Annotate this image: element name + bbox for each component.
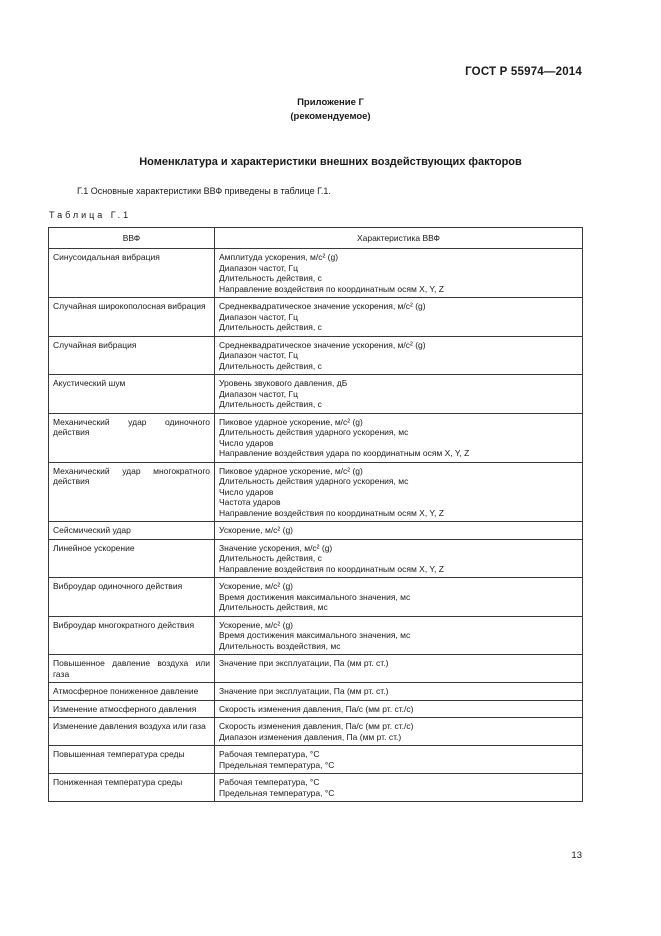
characteristic-line: Диапазон изменения давления, Па (мм рт. ст.) bbox=[219, 731, 402, 742]
table-row bbox=[49, 718, 583, 746]
factor-cell: Повышенное давление воздуха или газа bbox=[49, 655, 215, 683]
characteristic-line: Рабочая температура, °С bbox=[219, 777, 320, 787]
characteristic-line: Число ударов bbox=[219, 486, 274, 497]
characteristic-line: Длительность воздействия, мс bbox=[219, 640, 341, 651]
page-number: 13 bbox=[571, 850, 582, 861]
characteristics-cell bbox=[215, 578, 583, 617]
table-row bbox=[49, 746, 583, 774]
characteristic-line: Рабочая температура, °С bbox=[219, 749, 320, 759]
characteristic-line: Предельная температура, °С bbox=[219, 759, 335, 770]
characteristic-line: Длительность действия, с bbox=[219, 273, 322, 283]
factor-cell: Случайная вибрация bbox=[49, 336, 215, 375]
characteristics-cell bbox=[215, 718, 583, 746]
characteristic-line: Направление воздействия по координатным осям X, Y, Z bbox=[219, 283, 444, 294]
table-row bbox=[49, 336, 583, 375]
factor-cell: Случайная широкополосная вибрация bbox=[49, 298, 215, 337]
characteristic-line: Пиковое ударное ускорение, м/с² (g) bbox=[219, 465, 363, 476]
characteristics-cell bbox=[215, 616, 583, 655]
characteristic-line: Диапазон частот, Гц bbox=[219, 262, 298, 273]
factor-cell: Изменение давления воздуха или газа bbox=[49, 718, 215, 746]
characteristic-line: Диапазон частот, Гц bbox=[219, 350, 298, 360]
characteristics-cell bbox=[215, 774, 583, 802]
factor-cell: Виброудар одиночного действия bbox=[49, 578, 215, 617]
characteristics-cell bbox=[215, 655, 583, 683]
characteristics-cell bbox=[215, 462, 583, 522]
characteristic-line: Время достижения максимального значения, мс bbox=[219, 630, 411, 640]
characteristic-line: Значение при эксплуатации, Па (мм рт. ст.) bbox=[219, 686, 389, 696]
characteristic-line: Пиковое ударное ускорение, м/с² (g) bbox=[219, 416, 363, 427]
characteristic-line: Направление воздействия по координатным осям X, Y, Z bbox=[219, 563, 444, 574]
table-header-row bbox=[49, 228, 583, 249]
annex-status: (рекомендуемое) bbox=[290, 111, 371, 122]
characteristic-line: Диапазон частот, Гц bbox=[219, 388, 298, 399]
characteristic-line: Скорость изменения давления, Па/с (мм рт. ст./с) bbox=[219, 721, 414, 731]
characteristics-cell bbox=[215, 249, 583, 298]
characteristic-line: Ускорение, м/с² (g) bbox=[219, 525, 294, 535]
characteristic-line: Время достижения максимального значения, мс bbox=[219, 591, 411, 602]
characteristic-line: Значение при эксплуатации, Па (мм рт. ст.) bbox=[219, 658, 389, 668]
characteristics-cell bbox=[215, 746, 583, 774]
characteristic-line: Длительность действия, мс bbox=[219, 602, 328, 612]
factor-cell: Сейсмический удар bbox=[49, 522, 215, 540]
characteristic-line: Длительность действия, с bbox=[219, 553, 322, 563]
factor-cell: Повышенная температура среды bbox=[49, 746, 215, 774]
characteristic-line: Частота ударов bbox=[219, 497, 281, 507]
table-row bbox=[49, 375, 583, 414]
characteristics-cell bbox=[215, 413, 583, 462]
characteristics-cell bbox=[215, 700, 583, 718]
table-body bbox=[49, 249, 583, 802]
table-row bbox=[49, 616, 583, 655]
characteristic-line: Скорость изменения давления, Па/с (мм рт. ст./с) bbox=[219, 703, 414, 714]
factor-cell: Атмосферное пониженное давление bbox=[49, 683, 215, 701]
table-row bbox=[49, 298, 583, 337]
standard-number: ГОСТ Р 55974—2014 bbox=[465, 66, 582, 78]
table-row bbox=[49, 413, 583, 462]
characteristic-line: Направление воздействия по координатным осям X, Y, Z bbox=[219, 507, 444, 518]
table-row bbox=[49, 539, 583, 578]
characteristic-line: Длительность действия, с bbox=[219, 360, 322, 371]
characteristic-line: Среднеквадратическое значение ускорения, м/с² (g) bbox=[219, 339, 426, 350]
factor-cell: Линейное ускорение bbox=[49, 539, 215, 578]
factor-cell: Механический удар многократного действия bbox=[49, 462, 215, 522]
table-row bbox=[49, 462, 583, 522]
table-row bbox=[49, 249, 583, 298]
factor-cell: Механический удар одиночного действия bbox=[49, 413, 215, 462]
characteristic-line: Предельная температура, °С bbox=[219, 787, 335, 798]
characteristic-line: Направление воздействия удара по координатным осям X, Y, Z bbox=[219, 448, 470, 458]
characteristic-line: Диапазон частот, Гц bbox=[219, 311, 298, 322]
characteristics-cell bbox=[215, 336, 583, 375]
characteristic-line: Амплитуда ускорения, м/с² (g) bbox=[219, 252, 339, 262]
factor-cell: Синусоидальная вибрация bbox=[49, 249, 215, 298]
table-row bbox=[49, 655, 583, 683]
characteristic-line: Уровень звукового давления, дБ bbox=[219, 378, 348, 388]
table-row bbox=[49, 683, 583, 701]
factor-cell: Пониженная температура среды bbox=[49, 774, 215, 802]
characteristic-line: Ускорение, м/с² (g) bbox=[219, 619, 294, 630]
table-row bbox=[49, 578, 583, 617]
table-caption: Таблица Г.1 bbox=[49, 210, 132, 220]
factor-cell: Виброудар многократного действия bbox=[49, 616, 215, 655]
factor-cell: Изменение атмосферного давления bbox=[49, 700, 215, 718]
characteristics-cell bbox=[215, 683, 583, 701]
table-row bbox=[49, 522, 583, 540]
characteristic-line: Среднеквадратическое значение ускорения, м/с² (g) bbox=[219, 301, 426, 311]
characteristics-cell bbox=[215, 539, 583, 578]
characteristic-line: Длительность действия ударного ускорения, мс bbox=[219, 427, 409, 437]
characteristic-line: Число ударов bbox=[219, 437, 274, 448]
characteristics-cell bbox=[215, 375, 583, 414]
table-row bbox=[49, 700, 583, 718]
factor-cell: Акустический шум bbox=[49, 375, 215, 414]
intro-paragraph: Г.1 Основные характеристики ВВФ приведены в таблице Г.1. bbox=[77, 186, 331, 196]
characteristic-line: Длительность действия, с bbox=[219, 399, 322, 409]
table-row bbox=[49, 774, 583, 802]
annex-title: Приложение Г bbox=[297, 97, 364, 108]
characteristic-line: Значение ускорения, м/с² (g) bbox=[219, 542, 333, 553]
characteristic-line: Длительность действия ударного ускорения, мс bbox=[219, 476, 409, 486]
annex-block bbox=[0, 96, 661, 124]
header-factor: ВВФ bbox=[49, 228, 215, 249]
characteristics-cell bbox=[215, 298, 583, 337]
header-characteristics: Характеристика ВВФ bbox=[215, 228, 583, 249]
section-heading: Номенклатура и характеристики внешних воздействующих факторов bbox=[139, 156, 522, 168]
characteristics-cell bbox=[215, 522, 583, 540]
characteristic-line: Ускорение, м/с² (g) bbox=[219, 581, 294, 591]
characteristic-line: Длительность действия, с bbox=[219, 322, 322, 332]
factors-table bbox=[48, 227, 583, 802]
